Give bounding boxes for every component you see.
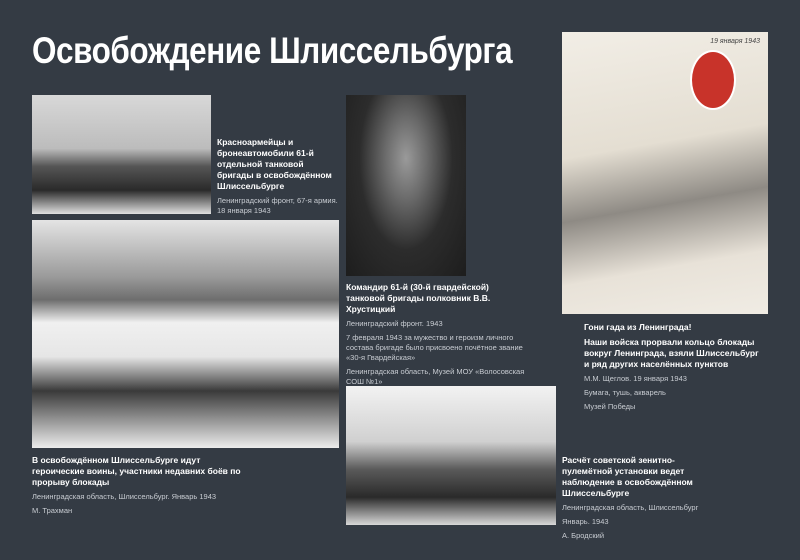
page-title: Освобождение Шлиссельбурга [32,30,513,71]
caption-soldiers: В освобождённом Шлиссельбурге идут героические воины, участники недавних боёв по прорыву блокады Ленинградская область, Шлиссельбург. Январь 1943 М. Трахман [32,455,241,515]
photo-soldiers-in-snow [32,220,339,448]
poster-red-emblem [690,50,736,110]
caption-armored-cars: Красноармейцы и бронеавтомобили 61-й отдельной танковой бригады в освобождённом Шлиссельбурге Ленинградский фронт, 67-я армия. 18 января 1943 [217,137,338,215]
photo-portrait-khrustitsky [346,95,466,276]
caption-poster: Гони гада из Ленинграда! Наши войска прорвали кольцо блокады вокруг Ленинграда, взяли Шлиссельбург и ряд других населённых пунктов М.М. Щеглов. 19 января 1943 Бумага, тушь, акварель Музей Победы [584,322,759,411]
poster-artwork [562,32,768,314]
caption-antiaircraft: Расчёт советской зенитно-пулемётной установки ведет наблюдение в освобождённом Шлиссельбурге Ленинградская область, Шлиссельбург Январь. 1943 А. Бродский [562,455,699,540]
poster-handwriting: 19 января 1943 [710,38,760,45]
photo-armored-cars [32,95,211,214]
photo-antiaircraft-crew [346,386,556,525]
caption-portrait: Командир 61-й (30-й гвардейской) танковой бригады полковник В.В. Хрустицкий Ленинградский фронт. 1943 7 февраля 1943 за мужество и героизм личного состава бригаде было присвоено почётное звание «30-я Гвардейская» Ленинградская область, Музей МОУ «Волосовская СОШ №1» [346,282,525,386]
